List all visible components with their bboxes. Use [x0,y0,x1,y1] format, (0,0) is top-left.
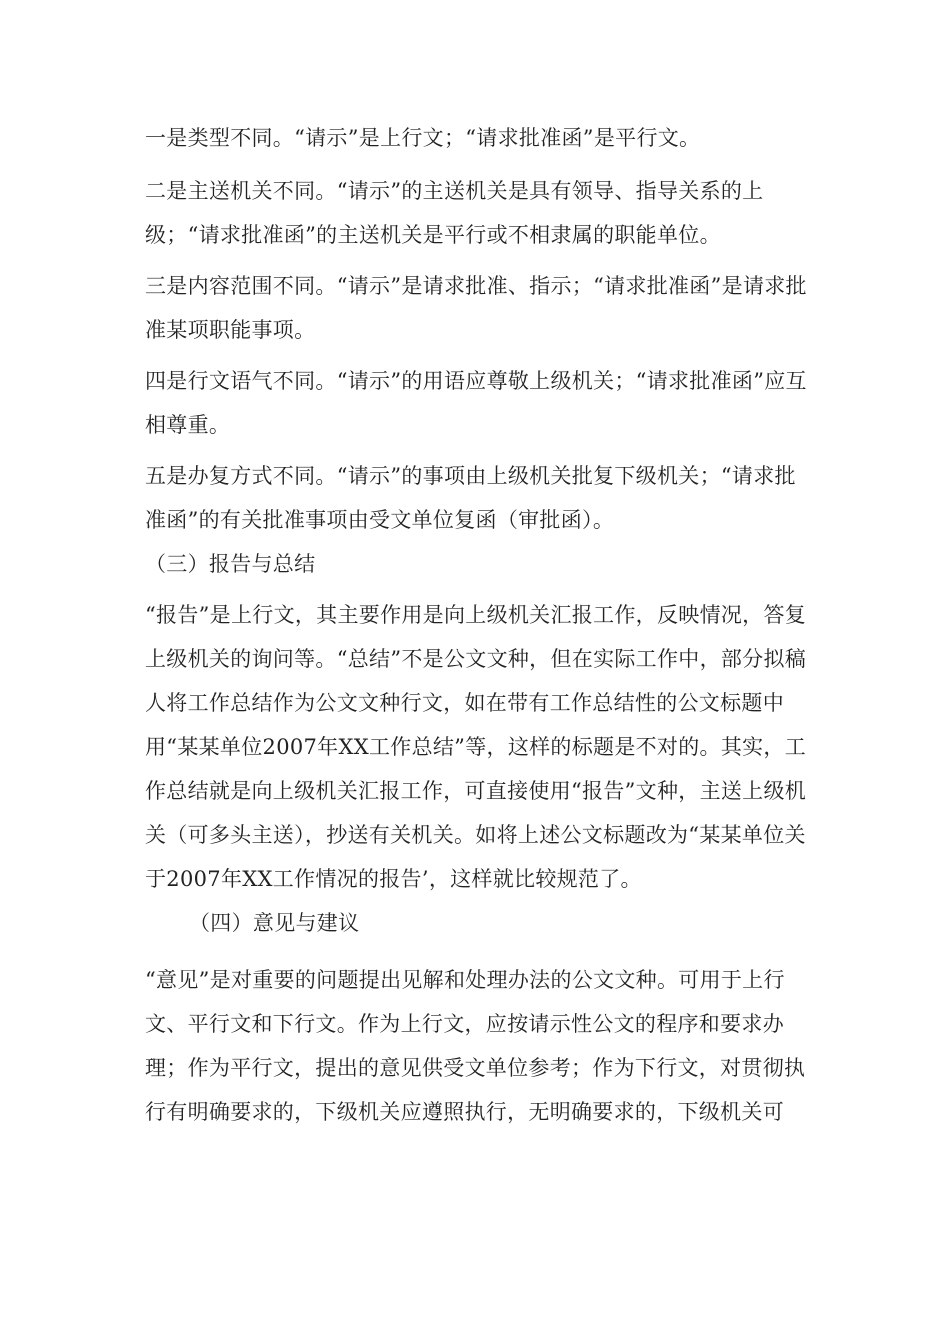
difference-scope: 三是内容范围不同。“请示”是请求批准、指示；“请求批准函”是请求批准某项职能事项。 [145,274,807,342]
section-body-opinion-suggestion: “意见”是对重要的问题提出见解和处理办法的公文文种。可用于上行文、平行文和下行文。作为上行文，应按请示性公文的程序和要求办理；作为平行文，提出的意见供受文单位参考；作为下行文，对贯彻执行有明确要求的，下级机关应遵照执行，无明确要求的，下级机关可 [145,968,806,1124]
difference-reply: 五是办复方式不同。“请示”的事项由上级机关批复下级机关；“请求批准函”的有关批准事项由受文单位复函（审批函）。 [145,464,796,532]
section-heading-report-summary: （三）报告与总结 [145,552,316,576]
difference-recipient: 二是主送机关不同。“请示”的主送机关是具有领导、指导关系的上级；“请求批准函”的主送机关是平行或不相隶属的职能单位。 [145,179,764,247]
difference-type: 一是类型不同。“请示”是上行文；“请求批准函”是平行文。 [145,126,701,150]
section-body-report-summary: “报告”是上行文，其主要作用是向上级机关汇报工作，反映情况，答复上级机关的询问等。“总结”不是公文文种，但在实际工作中，部分拟稿人将工作总结作为公文文种行文，如在带有工作总结性的公文标题中用“某某单位2007年XX工作总结”等，这样的标题是不对的。其实，工作总结就是向上级机关汇报工作，可直接使用“报告”文种，主送上级机关（可多头主送），抄送有关机关。如将上述公文标题改为“某某单位关于2007年XX工作情况的报告’，这样就比较规范了。 [145,603,807,891]
difference-tone: 四是行文语气不同。“请示”的用语应尊敬上级机关；“请求批准函”应互相尊重。 [145,369,807,437]
section-heading-opinion-suggestion: （四）意见与建议 [189,911,360,935]
document-body [145,116,817,1134]
